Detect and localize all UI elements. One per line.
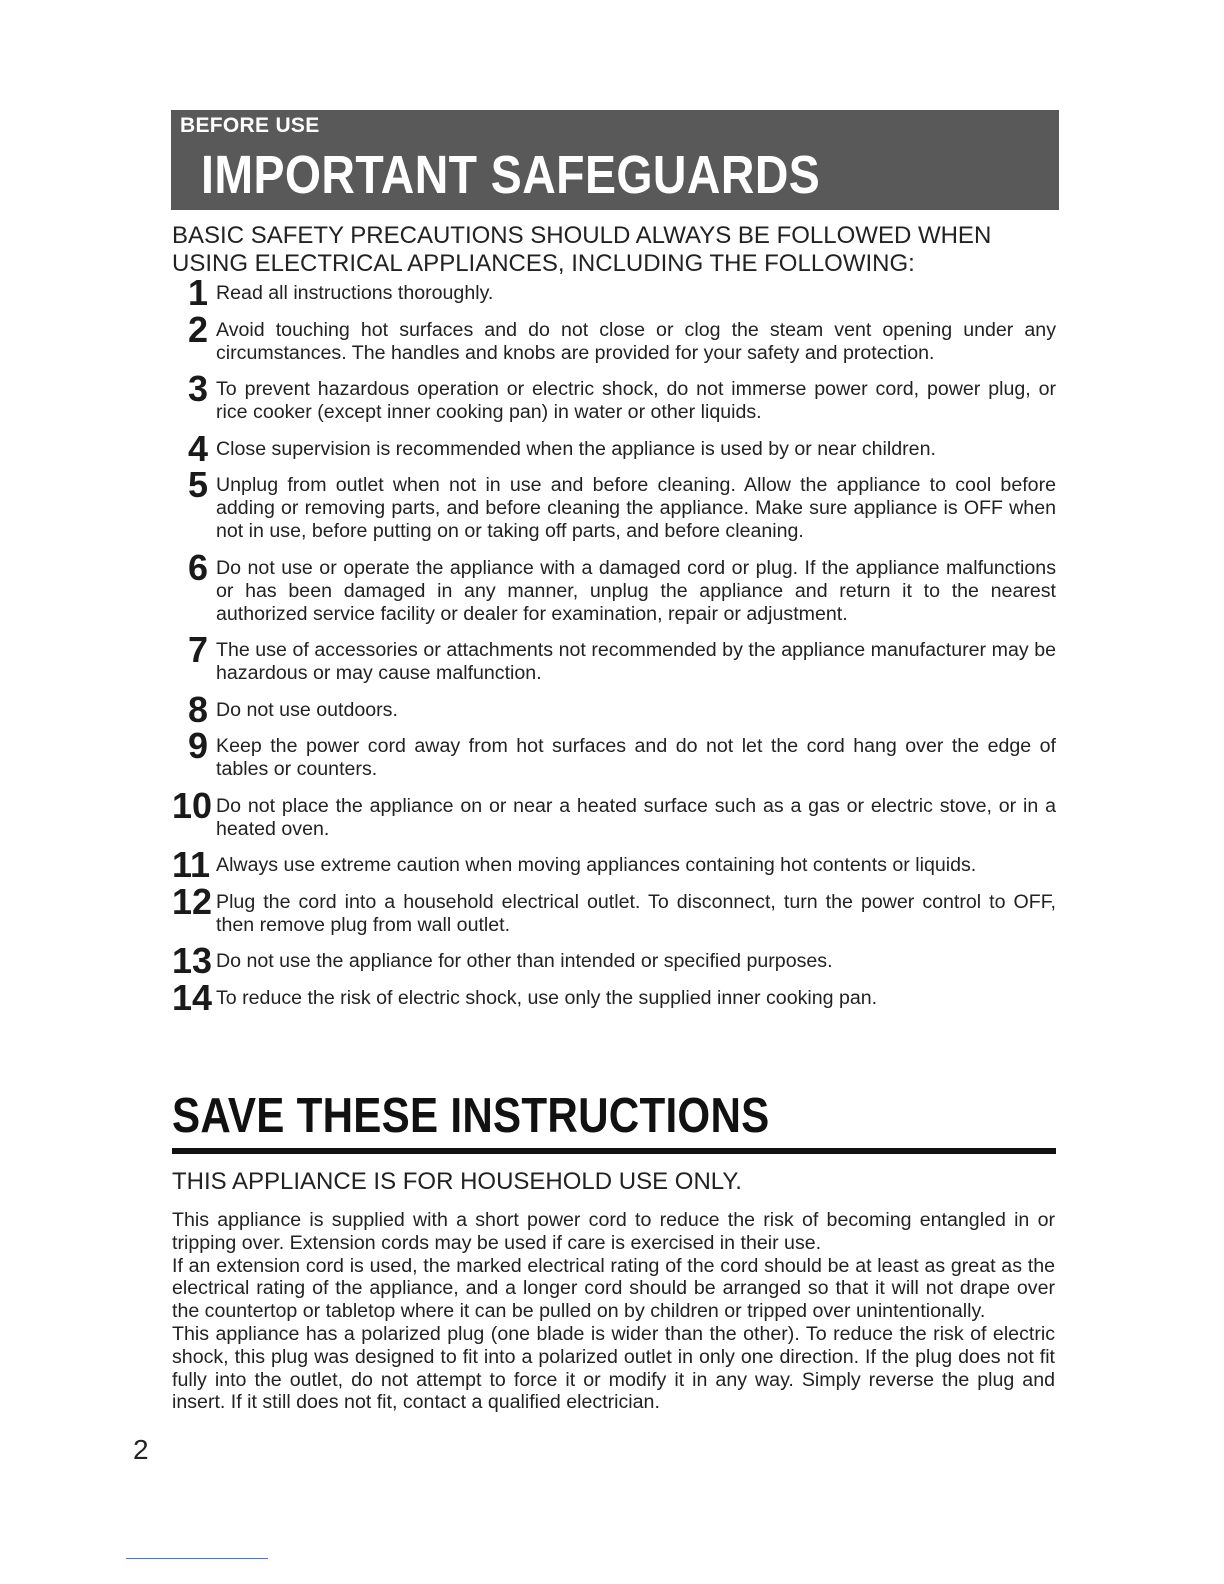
paragraph-polarized-plug: This appliance has a polarized plug (one blade is wider than the other). To reduce the risk of electric shock, this plug was designed to fit into a polarized outlet in only one direction. If the plug does not fit fully into the outlet, do not attempt to force it or modify it in any way. Simply reverse the plug and insert. If it still does not fit, contact a qualified electrician. — [172, 1322, 1055, 1414]
section-header-banner — [171, 110, 1059, 210]
item-number: 14 — [172, 976, 213, 1018]
item-number: 13 — [172, 940, 213, 981]
item-text: Do not use outdoors. — [216, 698, 398, 721]
item-text: Close supervision is recommended when the appliance is used by or near children. — [216, 437, 936, 460]
safeguard-item — [172, 427, 1056, 469]
paragraph-extension-cord: If an extension cord is used, the marked electrical rating of the cord should be at least as great as the electrical rating of the appliance, and a longer cord should be arranged so that it will not drape over the countertop or tabletop where it can be pulled on by children or tripped over unintentionally. — [172, 1254, 1055, 1323]
item-number: 5 — [187, 464, 208, 505]
item-text: Avoid touching hot surfaces and do not close or clog the steam vent opening under any circumstances. The handles and knobs are provided for your safety and protection. — [216, 318, 1056, 364]
safeguard-item — [172, 784, 1056, 841]
item-number: 7 — [187, 629, 208, 670]
paragraph-short-cord: This appliance is supplied with a short power cord to reduce the risk of becoming entangled in or tripping over. Extension cords may be used if care is exercised in their use. — [172, 1209, 1055, 1254]
safeguard-item — [172, 464, 1056, 543]
item-number: 10 — [172, 784, 213, 826]
safeguard-item — [172, 725, 1056, 781]
safeguards-list — [172, 272, 1056, 1023]
safeguard-item — [172, 976, 1056, 1018]
item-text: The use of accessories or attachments not recommended by the appliance manufacturer may be hazardous or may cause malfunction. — [216, 639, 1056, 684]
safeguard-item — [172, 880, 1056, 937]
page-number: 2 — [133, 1434, 149, 1465]
section-kicker: BEFORE USE — [180, 114, 320, 137]
household-use-notice: THIS APPLIANCE IS FOR HOUSEHOLD USE ONLY. — [172, 1168, 742, 1195]
footer-underline — [126, 1558, 268, 1559]
item-number: 2 — [187, 308, 208, 350]
safeguard-item — [172, 368, 1056, 424]
item-text: Plug the cord into a household electrical outlet. To disconnect, turn the power control to OFF, then remove plug from wall outlet. — [216, 890, 1056, 936]
item-number: 9 — [187, 725, 208, 766]
item-number: 3 — [187, 368, 208, 409]
item-text: Do not use or operate the appliance with a damaged cord or plug. If the appliance malfunctions or has been damaged in any manner, unplug the appliance and return it to the nearest authorized service facility or dealer for examination, repair or adjustment. — [216, 556, 1056, 625]
item-text: Do not place the appliance on or near a heated surface such as a gas or electric stove, or in a heated oven. — [216, 794, 1056, 840]
save-instructions-heading: SAVE THESE INSTRUCTIONS — [172, 1089, 770, 1143]
item-text: To prevent hazardous operation or electric shock, do not immerse power cord, power plug, or rice cooker (except inner cooking pan) in water or other liquids. — [216, 378, 1056, 423]
item-number: 8 — [187, 688, 208, 730]
safeguard-item — [172, 272, 1056, 313]
safeguard-item — [172, 688, 1056, 730]
item-text: Unplug from outlet when not in use and before cleaning. Allow the appliance to cool before adding or removing parts, and before cleaning the appliance. Make sure appliance is OFF when not in use, before putting on or taking off parts, and before cleaning. — [216, 474, 1056, 542]
item-text: Always use extreme caution when moving appliances containing hot contents or liquids. — [216, 854, 977, 876]
safeguard-item — [172, 629, 1056, 685]
safeguard-item — [172, 844, 1056, 885]
item-number: 4 — [187, 427, 208, 469]
section-divider — [172, 1148, 1056, 1154]
safeguard-item — [172, 546, 1056, 626]
page-title: IMPORTANT SAFEGUARDS — [201, 145, 821, 205]
item-text: Do not use the appliance for other than intended or specified purposes. — [216, 950, 833, 972]
safeguard-item — [172, 940, 1056, 981]
item-number: 6 — [187, 546, 208, 588]
safeguard-item — [172, 308, 1056, 365]
intro-statement: BASIC SAFETY PRECAUTIONS SHOULD ALWAYS BE FOLLOWED WHEN USING ELECTRICAL APPLIANCES, INCLUDING THE FOLLOWING: — [172, 222, 992, 277]
item-text: Read all instructions thoroughly. — [216, 282, 494, 304]
item-number: 11 — [172, 844, 211, 885]
item-number: 12 — [172, 880, 213, 922]
item-text: To reduce the risk of electric shock, use only the supplied inner cooking pan. — [216, 986, 878, 1009]
item-number: 1 — [187, 272, 208, 313]
power-cord-notes — [172, 1209, 1055, 1414]
item-text: Keep the power cord away from hot surfaces and do not let the cord hang over the edge of tables or counters. — [216, 735, 1056, 780]
